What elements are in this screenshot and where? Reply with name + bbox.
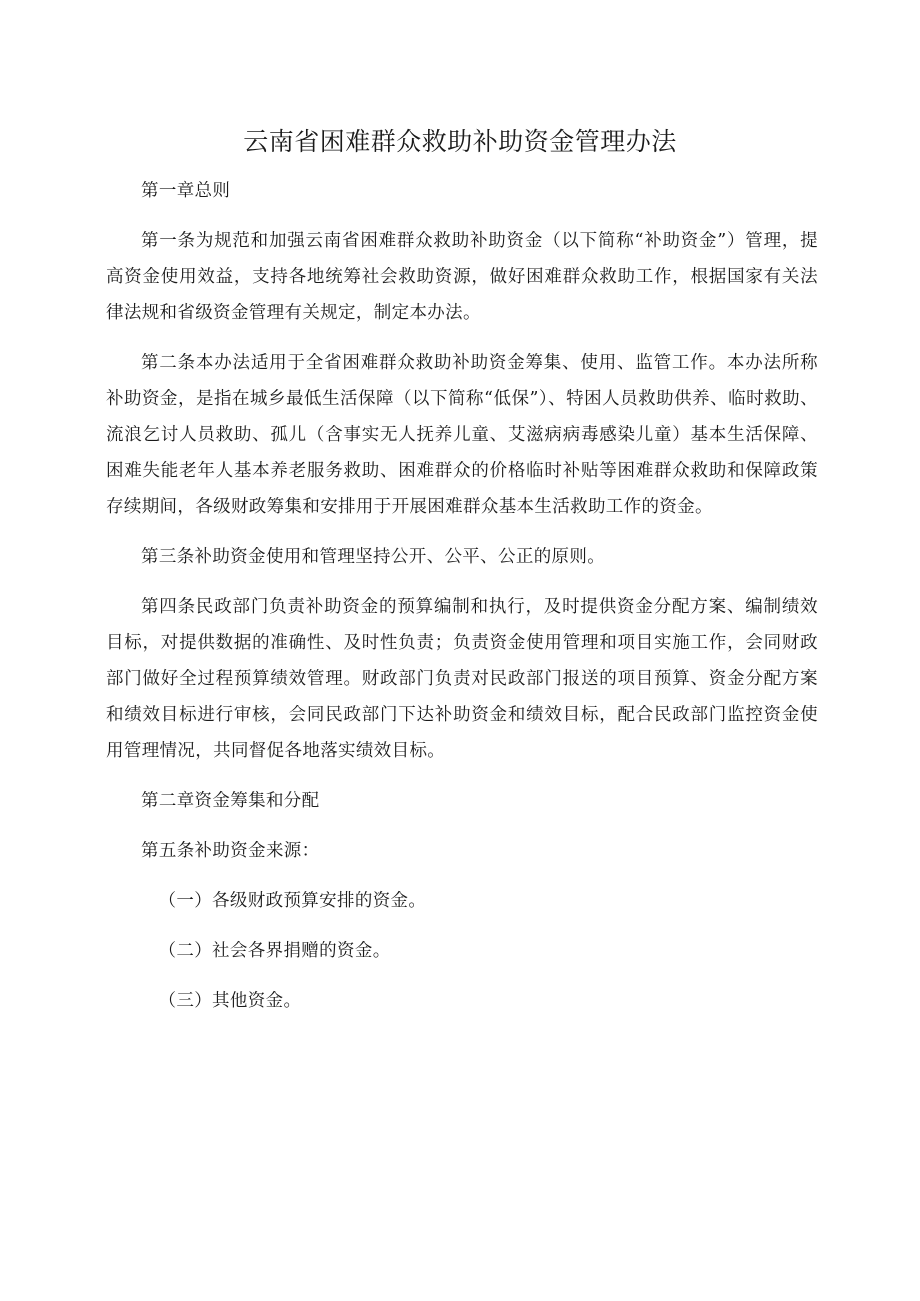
list-item: （一）各级财政预算安排的资金。 xyxy=(158,891,427,911)
list-item: （二）社会各界捐赠的资金。 xyxy=(158,941,391,961)
article-paragraph: 第四条民政部门负责补助资金的预算编制和执行，及时提供资金分配方案、编制绩效目标，对提供数据的准确性、及时性负责；负责资金使用管理和项目实施工作，会同财政部门做好全过程预算绩效管理。财政部门负责对民政部门报送的项目预算、资金分配方案和绩效目标进行审核，会同民政部门下达补助资金和绩效目标，配合民政部门监控资金使用管理情况，共同督促各地落实绩效目标。 xyxy=(106,597,818,761)
article-paragraph: 第三条补助资金使用和管理坚持公开、公平、公正的原则。 xyxy=(141,547,606,567)
chapter-heading: 第一章总则 xyxy=(141,181,231,201)
list-item: （三）其他资金。 xyxy=(158,991,302,1011)
article-paragraph: 第一条为规范和加强云南省困难群众救助补助资金（以下简称“补助资金”）管理，提高资金使用效益，支持各地统筹社会救助资源，做好困难群众救助工作，根据国家有关法律法规和省级资金管理有关规定，制定本办法。 xyxy=(106,231,818,323)
chapter-heading: 第二章资金筹集和分配 xyxy=(141,791,320,811)
document-title: 云南省困难群众救助补助资金管理办法 xyxy=(243,127,677,156)
article-paragraph: 第二条本办法适用于全省困难群众救助补助资金筹集、使用、监管工作。本办法所称补助资金，是指在城乡最低生活保障（以下简称“低保”）、特困人员救助供养、临时救助、流浪乞讨人员救助、孤儿（含事实无人抚养儿童、艾滋病病毒感染儿童）基本生活保障、困难失能老年人基本养老服务救助、困难群众的价格临时补贴等困难群众救助和保障政策存续期间，各级财政筹集和安排用于开展困难群众基本生活救助工作的资金。 xyxy=(106,353,818,517)
document-body xyxy=(106,173,818,1033)
article-paragraph: 第五条补助资金来源： xyxy=(141,841,320,861)
